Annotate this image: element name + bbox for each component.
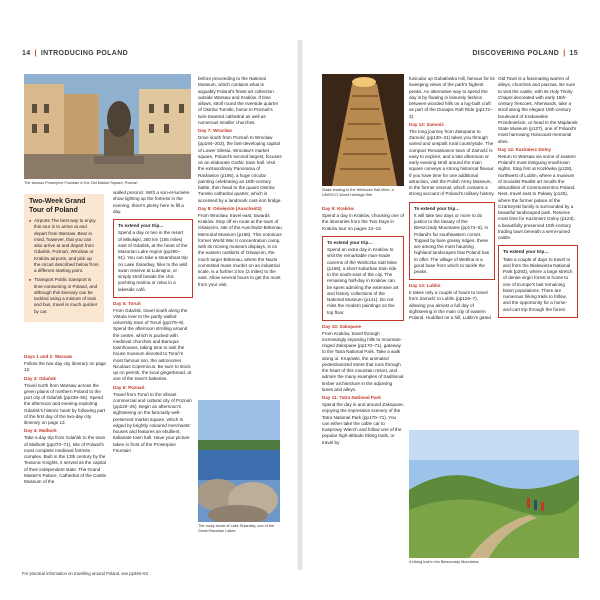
- day-14-heading: Day 14: Kazimierz Dolny: [498, 146, 552, 152]
- day-7-heading: Day 7: Wrocław: [198, 128, 232, 133]
- day-1-2-heading: Days 1 and 2: Warsaw: [24, 354, 73, 359]
- salt-mine-photo: [322, 74, 404, 186]
- fountain-photo: [24, 74, 191, 179]
- column-2-intro: walled precinct. With a son-et-lumière show lighting up the fortress in the evening, there's plenty here to fill a day.: [113, 190, 190, 214]
- left-page-number: 14: [22, 50, 31, 57]
- day-8-text: From Wrocław, travel east, towards Kraków. Stop off en route at the town of Oświęcim, site of the Auschwitz-Birkenau Memorial Museum (p166). This notorious former World War II concentration camp, with its moving museum displays, is on the eastern outskirts of Oświęcim, the much larger Birkenau, where the Nazis committed mass murder on an industrial scale, is a further 3 km (2 miles) to the east. Allow several hours to get the most from your visit.: [198, 212, 282, 287]
- day-5-heading: Day 5: Toruń: [113, 300, 141, 306]
- day-3-text: Travel north from Warsaw across the green plains of northern Poland to the port city of Gdańsk (pp236–55). Spend the afternoon and evening exploring Gdańsk's historic heart by following part of the first day of the two-day city itinerary on page 13.: [24, 382, 106, 426]
- day-14-text: Return to Warsaw via some of eastern Poland's most intriguing small-town sights. Stop first at Kozłówka (p128), northwest of Lublin, where a museum of Socialist Realist art recalls the absurdities of Communist-Era Poland. Next, travel east to Puławy (p125), where the former palace of the Czartoryski family is surrounded by a beautiful landscaped park. Reserve most time for Kazimierz Dolny (p123), a beautifully preserved 15th-century trading town beneath a semi-ruined castle.: [498, 153, 576, 241]
- column-4: [322, 206, 404, 568]
- extend-trip-text: It will take two days or more to do justice to the beauty of the Bieszczady Mountains (pp174–5), in Poland's far southeastern corner. Topped by bare grassy ridges, these are among the most haunting highland landscapes that Poland has to offer. The village of Wetlina is a good base from which to tackle the peaks.: [414, 212, 490, 275]
- day-10-heading: Day 10: Zakopane: [322, 323, 362, 329]
- tour-info-box: [24, 194, 104, 322]
- column-5: [409, 76, 495, 426]
- day-11-heading: Day 11: Tatra National Park: [322, 395, 381, 401]
- day-9-heading: Day 9: Kraków: [322, 206, 354, 211]
- footer-note: For practical information on travelling around Poland, see pp346–53: [22, 571, 148, 576]
- lake-caption: The rocky shore of Lake Śniardwy, one of the Great Mazurian Lakes: [198, 524, 275, 533]
- hiking-caption: A hiking trail in the Bieszczady Mountains: [409, 560, 479, 564]
- day-10-text: From Kraków, travel through increasingly imposing hills to mountain-ringed Zakopane (pp170–71), gateway to the Tatra National Park. Take a walk along ul. Krupówki, the animated pedestrianized street that runs through the heart of this mountain resort, and admire the many examples of traditional timber architecture in the adjoining lanes and alleys.: [322, 330, 404, 392]
- right-page-title: DISCOVERING POLAND: [472, 50, 560, 57]
- right-page-number: 15: [569, 50, 578, 57]
- tour-box-title: Two-Week Grand Tour of Poland: [29, 198, 86, 214]
- extend-trip-box-1: [113, 219, 193, 298]
- day-7-text: Drive south from Poznań to Wrocław (pp194–203), the fast-developing capital of Lower Silesia. Wrocław's market square, Poland's second largest, focuses on an elaborate Gothic town hall. Visit the extraordinary Panorama of Racławice (p195), a huge circular painting celebrating an 18th-century battle, then head to the quaint Ostrów Tumski cathedral quarter, which is accessed by a landmark cast-iron bridge.: [198, 135, 282, 203]
- column-6-intro: Old Town is a fascinating warren of alleys, churches and piazzas. Be sure to visit the castle, with its Holy Trinity Chapel decorated with early 15th-century frescoes. Afterwards, take a stroll along the elegant 19th-century boulevard of Krakowskie Przedmieście, or head to the Majdanek State Museum (p127), one of Poland's most harrowing Holocaust memorial sites.: [498, 76, 578, 144]
- salt-mine-caption: Stairs leading to the Wieliczka Salt Mine, a UNESCO World Heritage Site: [322, 188, 394, 197]
- extend-trip-text: Take a couple of days to travel to and from the Białowieża National Park (p293), where a large stretch of dense virgin forest is home to one of Europe's last remaining bison populations. There are numerous hiking trails to follow, and the opportunity for a horse-and-cart trip through the forest.: [503, 256, 573, 312]
- day-3-heading: Day 3: Gdańsk: [24, 375, 56, 381]
- book-gutter: [297, 40, 303, 570]
- day-12-heading: Day 12: Zamość: [409, 121, 444, 127]
- extend-trip-text: Spend an extra day in Kraków to visit the remarkable man-made caverns of the Wieliczka Salt Mine (p168), a short suburban train ride to the south-east of the city. The remaining half-day in Kraków can be spent admiring the extensive art and history collections of the National Museum (p141). Do not miss the modern paintings on the top floor.: [327, 247, 399, 315]
- right-page-header: [472, 50, 578, 62]
- extend-trip-box-4: [498, 245, 578, 317]
- column-1: [24, 352, 108, 567]
- day-13-text: It takes only a couple of hours to travel from Zamość to Lublin (pp126–7), allowing you almost a full day of sightseeing in the main city of eastern Poland. Huddled on a hill, Lublin's gated: [409, 290, 491, 321]
- day-6-heading: Day 6: Poznań: [113, 384, 145, 390]
- day-4-text: Take a day trip from Gdańsk to the town of Malbork (pp270–71), site of Poland's most complete medieval fortress complex. Built in the 13th century by the Teutonic Knights, it served as the capital of their independent state. The Grand Master's Palace, Cathedral of the Castle Museum of the: [24, 435, 107, 485]
- header-divider: |: [34, 50, 37, 57]
- day-8-heading: Day 8: Oświęcim (Auschwitz): [198, 205, 262, 211]
- header-divider: |: [563, 50, 566, 57]
- day-9-text: Spend a day in Kraków, choosing one of the itineraries from the Two Days in Kraków tour on pages 12–13.: [322, 213, 404, 231]
- column-3: [198, 76, 282, 394]
- fountain-caption: The famous Proserpine Fountain in the Old Market Square, Poznań: [24, 181, 138, 185]
- column-6: [498, 76, 578, 426]
- left-page-title: INTRODUCING POLAND: [40, 50, 128, 57]
- extend-trip-title: To extend your trip…: [327, 239, 373, 245]
- hiking-photo: [409, 430, 579, 558]
- extend-trip-text: Spend a day or two in the resort of Mikołajki, 250 km (155 miles) east of Gdańsk, at the heart of the Mazurian Lake region (pp290–91). You can take a steamboat trip on Lake Śniardwy, hike to the wild swan reserve at Łuknajno, or simply stroll beside the chic yachting marina or relax in a lakeside café.: [118, 230, 188, 292]
- day-12-text: The long journey from Zakopane to Zamość (pp130–31) takes you through varied and unspoilt rural countryside. The compact Renaissance town of Zamość is easy to explore, and a late afternoon or early evening stroll around the main square conveys a strong historical flavour. If you have time for one additional attraction, visit the Polish Army Museum, in the former arsenal, which contains a strong account of Poland's military history.: [409, 128, 495, 197]
- lake-photo: [198, 400, 280, 522]
- airports-note: ■ Airports The best way to enjoy this tour is to arrive at and depart from Warsaw. Bear in mind, however, that you can also arrive at and depart from Gdańsk, Poznań, Wrocław or Kraków airports, and pick up the circuit described below from a different starting point.: [29, 218, 99, 274]
- day-4-heading: Day 4: Malbork: [24, 428, 57, 434]
- extend-trip-box-2: [322, 236, 404, 321]
- transport-note: ■ Transport Public transport is time-consuming in Poland, and although this itinerary can be tackled using a mixture of train and bus, travel is much quicker by car.: [29, 277, 99, 315]
- day-6-text: Travel from Toruń to the vibrant commercial and cultural city of Poznań (pp220–25). Begin an afternoon's sightseeing on the famously well-preserved market square, which is edged by brightly coloured merchants' houses and features an ebullient, Italianate town hall. Have your picture taken in front of the Proserpine Fountain: [113, 391, 192, 453]
- column-3-intro: before proceeding to the National Museum, which contains what is arguably Poland's finest art collection outside Warsaw and Kraków. If time allows, stroll round the riverside quarter of Ostrów Tumski, home to Poznań's twin-towered cathedral as well as numerous smaller churches.: [198, 76, 279, 125]
- extend-trip-title: To extend your trip…: [414, 205, 460, 211]
- day-1-2-text: Follow the two-day city itinerary on page 12.: [24, 361, 106, 373]
- tour-box-column: [24, 190, 104, 322]
- left-page-header: [22, 50, 128, 62]
- extend-trip-title: To extend your trip…: [503, 249, 549, 255]
- column-5-intro: funicular up Gubałówka Hill, famous for its sweeping views of the park's highest peaks. An alternative way to spend the day is by floating in leisurely fashion between wooded hills on a log-built craft as part of the Dunajec Raft Ride (pp172–3).: [409, 76, 495, 119]
- day-11-text: Spend the day in and around Zakopane, enjoying the impressive scenery of the Tatra National Park (pp170–71). You can either take the cable car to Kasprowy Wierch and follow one of the popular high-altitude hiking trails, or travel by: [322, 402, 404, 445]
- day-13-heading: Day 13: Lublin: [409, 283, 441, 289]
- column-2: [113, 190, 193, 568]
- extend-trip-box-3: [409, 202, 495, 281]
- extend-trip-title: To extend your trip…: [118, 223, 164, 228]
- day-5-text: From Gdańsk, travel south along the Vistula river to the partly walled university town of Toruń (pp276–9). Spend the afternoon strolling around the centre, which is packed with medieval churches and Baroque townhouses, taking time to visit the house museum devoted to Toruń's most famous son, the astronomer Nicolaus Copernicus. Be sure to stock up on piernik, the local gingerbread, at one of the town's bakeries.: [113, 307, 192, 382]
